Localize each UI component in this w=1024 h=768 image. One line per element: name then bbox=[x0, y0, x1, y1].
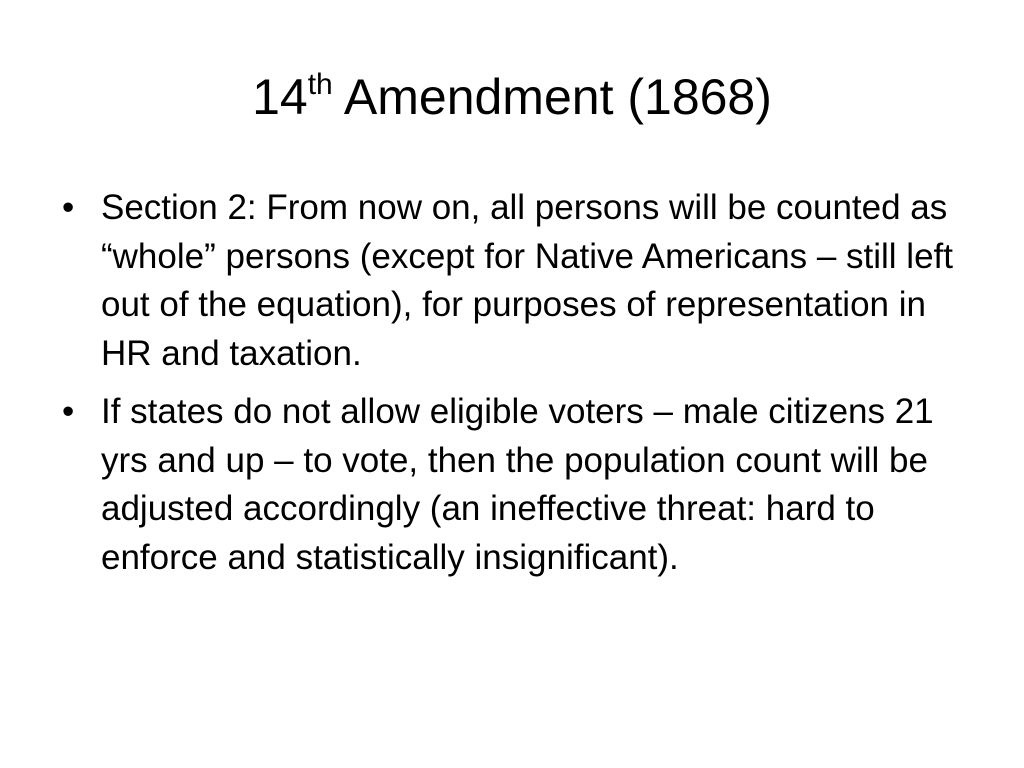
title-text: Amendment (1868) bbox=[332, 69, 772, 125]
slide-title bbox=[0, 62, 1024, 132]
bullet-text: Section 2: From now on, all persons will be counted as “whole” persons (except for Native Americans – still left out of the equation), for purposes of representation in HR and taxation. bbox=[101, 188, 953, 373]
bullet-dot-icon: • bbox=[62, 392, 75, 431]
title-number: 14 bbox=[252, 69, 308, 125]
bullet-item-voters bbox=[60, 388, 981, 582]
bullet-text: If states do not allow eligible voters – male citizens 21 yrs and up – to vote, then the population count will be adjusted accordingly (an ineffective threat: hard to enforce and statistically insignificant). bbox=[101, 392, 934, 577]
bullet-item-section-2 bbox=[60, 184, 981, 378]
bullet-dot-icon: • bbox=[62, 188, 75, 227]
title-ordinal-suffix: th bbox=[307, 68, 333, 102]
bullet-list bbox=[60, 184, 980, 592]
